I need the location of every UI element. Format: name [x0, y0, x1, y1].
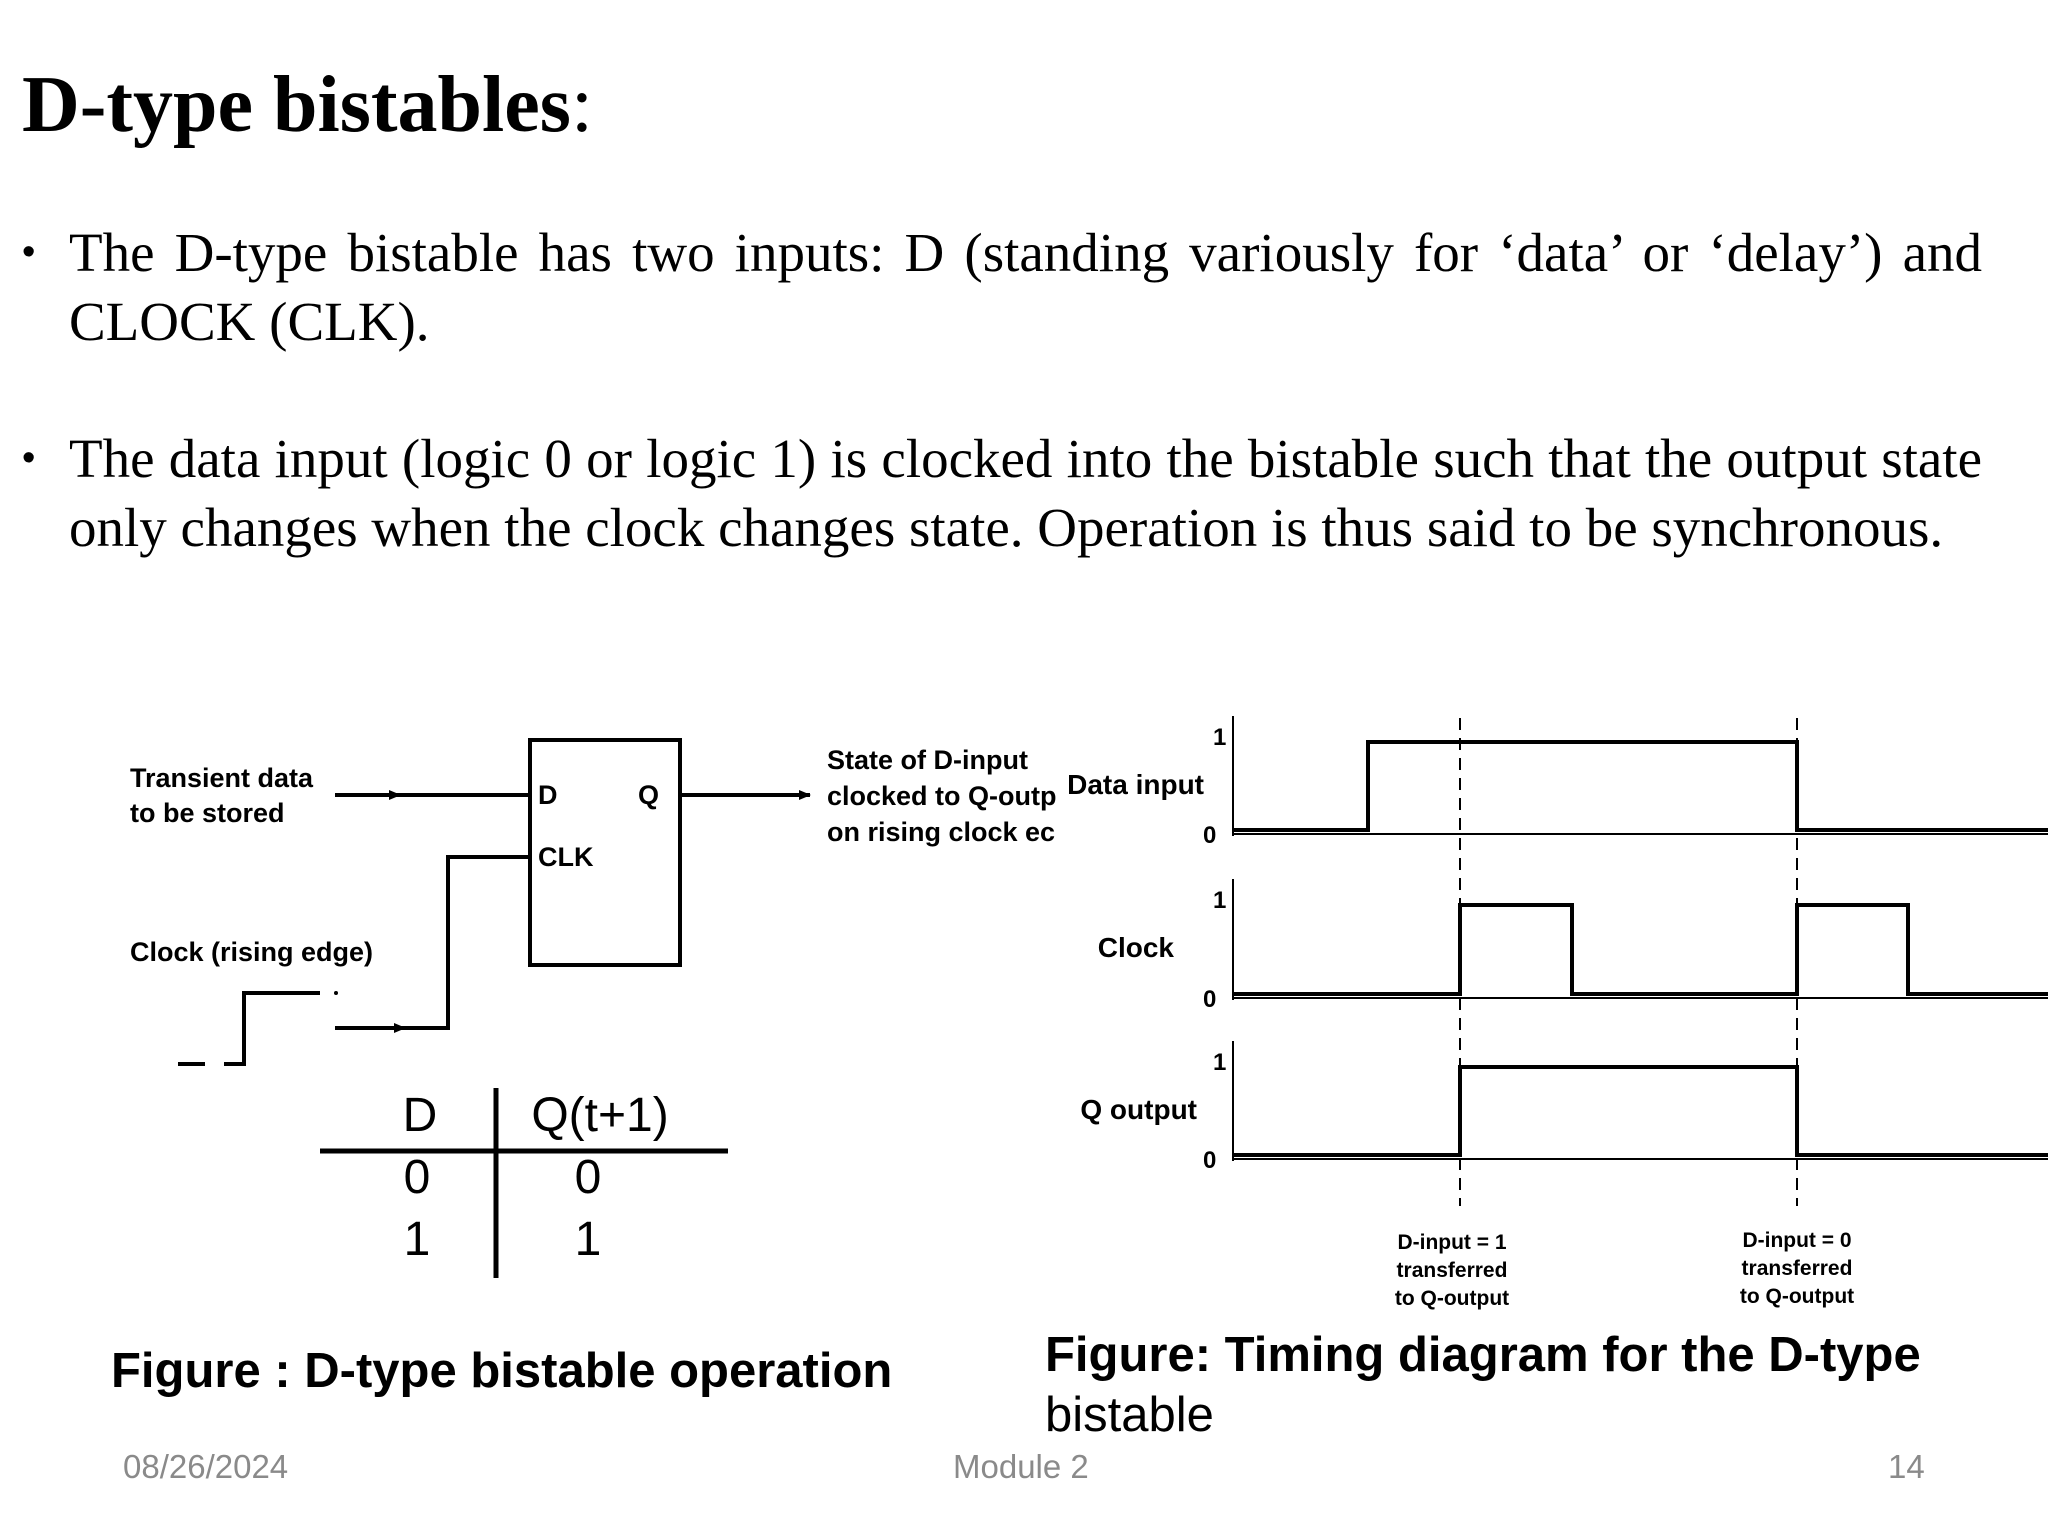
- signal-waveform: [1233, 742, 2048, 830]
- pin-q-label: Q: [638, 780, 660, 810]
- annotation-2-line2: transferred: [1741, 1257, 1853, 1280]
- level-low-label: 0: [1203, 822, 1217, 849]
- truth-table-cell: 1: [574, 1213, 602, 1266]
- figure-caption-right-bold: Figure: Timing diagram for the D-type: [1045, 1328, 1921, 1382]
- signal-name-label: Clock: [1097, 932, 1174, 963]
- truth-table-header-q: Q(t+1): [531, 1089, 669, 1142]
- clock-step-dot: [334, 991, 338, 995]
- annotation-1-line1: D-input = 1: [1397, 1231, 1507, 1254]
- bullet-marker: •: [22, 231, 36, 273]
- bullet-text-1: The D-type bistable has two inputs: D (standing variously for ‘data’ or ‘delay’) and CLOCK (CLK).: [69, 222, 1982, 352]
- output-wiring: [680, 745, 1057, 847]
- bullet-text-2: The data input (logic 0 or logic 1) is clocked into the bistable such that the output state only changes when the clock changes state. Operation is thus said to be synchronous.: [69, 428, 1982, 558]
- input-label-line2: to be stored: [130, 798, 285, 828]
- input-wiring: [130, 763, 530, 1064]
- truth-table-header-d: D: [402, 1089, 438, 1142]
- level-high-label: 1: [1213, 1049, 1227, 1076]
- footer-date: 08/26/2024: [123, 1448, 289, 1485]
- truth-table-cell: 0: [403, 1151, 431, 1204]
- level-high-label: 1: [1213, 724, 1227, 751]
- level-low-label: 0: [1203, 1147, 1217, 1174]
- truth-table-cell: 0: [574, 1151, 602, 1204]
- annotation-2: [1740, 1229, 1854, 1308]
- figure-caption-left: Figure : D-type bistable operation: [111, 1344, 893, 1398]
- annotation-1-line3: to Q-output: [1394, 1287, 1510, 1310]
- truth-table: [320, 1088, 728, 1278]
- footer-module: Module 2: [953, 1448, 1089, 1485]
- level-high-label: 1: [1213, 887, 1227, 914]
- footer-page-number: 14: [1888, 1448, 1925, 1485]
- output-label-line3: on rising clock ec: [827, 817, 1056, 847]
- clock-input-wire: [405, 857, 530, 1028]
- slide-title-text: D-type bistables: [22, 61, 571, 149]
- truth-table-cell: 1: [403, 1213, 431, 1266]
- bullet-marker: •: [22, 437, 36, 479]
- signal-waveform: [1233, 905, 2048, 994]
- pin-d-label: D: [538, 780, 558, 810]
- output-label-line2: clocked to Q-outp: [827, 781, 1057, 811]
- slide-title-colon: :: [570, 61, 594, 149]
- flip-flop-block: [530, 740, 680, 965]
- pin-clk-label: CLK: [538, 842, 594, 872]
- annotation-2-line1: D-input = 0: [1742, 1229, 1852, 1252]
- timing-diagram: [1060, 716, 2048, 1310]
- annotation-2-line3: to Q-output: [1739, 1285, 1855, 1308]
- level-low-label: 0: [1203, 986, 1217, 1013]
- signal-name-label: Q output: [1080, 1094, 1197, 1125]
- clock-step-symbol: [178, 993, 320, 1064]
- figure-caption-right: [1045, 1325, 2025, 1445]
- signal-waveform: [1233, 1067, 2048, 1155]
- signal-name-label: Data input: [1067, 769, 1204, 800]
- figure-caption-right-rest: bistable: [1045, 1388, 1214, 1442]
- annotation-1: [1395, 1231, 1509, 1310]
- clock-label: Clock (rising edge): [130, 937, 374, 967]
- signal-q-output: [1080, 1041, 2048, 1174]
- output-label-line1: State of D-input: [827, 745, 1028, 775]
- annotation-1-line2: transferred: [1396, 1259, 1508, 1282]
- input-label-line1: Transient data: [130, 763, 314, 793]
- signal-clock: [1098, 879, 2048, 1013]
